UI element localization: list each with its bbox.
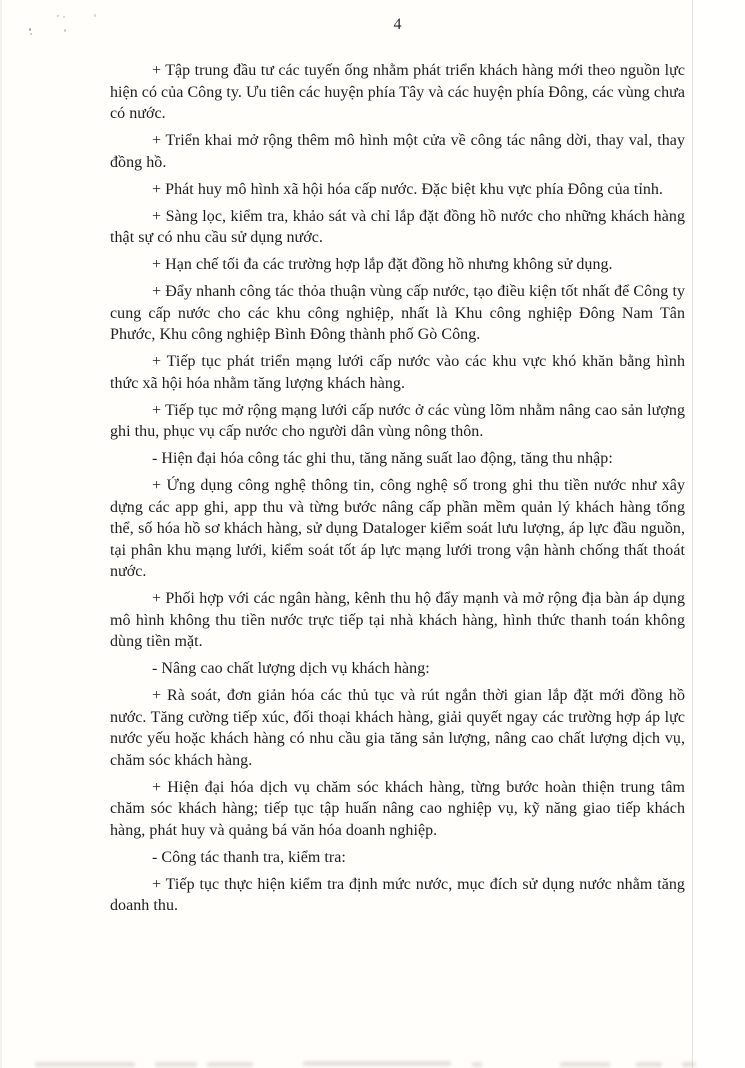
scan-smudge (155, 1062, 197, 1067)
scan-smudge (560, 1062, 610, 1067)
paragraph: + Tiếp tục thực hiện kiểm tra định mức nước, mục đích sử dụng nước nhằm tăng doanh thu. (110, 875, 685, 914)
scan-edge-strip (693, 0, 745, 1068)
scan-edge-line (692, 0, 693, 1068)
scan-speck (57, 15, 59, 17)
paragraph: - Công tác thanh tra, kiểm tra: (152, 848, 346, 866)
scan-smudge (303, 1061, 451, 1066)
page-number: 4 (393, 16, 402, 33)
scan-smudge (636, 1062, 662, 1067)
scan-smudge (207, 1062, 253, 1067)
scan-speck (64, 29, 66, 32)
scan-speck (63, 16, 65, 18)
scan-speck (94, 14, 96, 17)
paragraph: + Ứng dụng công nghệ thông tin, công nghệ số trong ghi thu tiền nước như xây dựng các app ghi, app thu và từng bước nâng cấp phần mềm quản lý khách hàng tổng thể, số hóa hồ sơ khách hàng, sử dụng Dataloger kiểm soát lưu lượng, áp lực đầu nguồn, tại phân khu mạng lưới, kiểm soát tốt áp lực mạng lưới trong vận hành chống thất thoát nước. (110, 477, 685, 580)
paragraph: + Phối hợp với các ngân hàng, kênh thu hộ đẩy mạnh và mở rộng địa bàn áp dụng mô hình không thu tiền nước trực tiếp tại nhà khách hàng, hình thức thanh toán không dùng tiền mặt. (110, 590, 685, 650)
paragraph: + Tập trung đầu tư các tuyến ống nhằm phát triển khách hàng mới theo nguồn lực hiện có của Công ty. Ưu tiên các huyện phía Tây và các huyện phía Đông, các vùng chưa có nước. (110, 62, 685, 122)
scan-smudge (682, 1062, 696, 1067)
scan-speck (30, 33, 32, 35)
paragraph: + Tiếp tục phát triển mạng lưới cấp nước vào các khu vực khó khăn bằng hình thức xã hội hóa nhằm tăng lượng khách hàng. (110, 353, 685, 392)
paragraph: + Rà soát, đơn giản hóa các thủ tục và rút ngắn thời gian lắp đặt mới đồng hồ nước. Tăng cường tiếp xúc, đối thoại khách hàng, giải quyết ngay các trường hợp áp lực nước yếu hoặc khách hàng có nhu cầu gia tăng sản lượng, nâng cao chất lượng dịch vụ, chăm sóc khách hàng. (110, 687, 685, 769)
scan-smudge (35, 1062, 135, 1067)
scan-speck (29, 28, 31, 31)
document-body (110, 60, 685, 917)
paragraph: + Phát huy mô hình xã hội hóa cấp nước. Đặc biệt khu vực phía Đông của tỉnh. (152, 180, 663, 198)
paragraph: - Nâng cao chất lượng dịch vụ khách hàng: (152, 660, 430, 677)
paragraph: + Đẩy nhanh công tác thỏa thuận vùng cấp nước, tạo điều kiện tốt nhất để Công ty cung cấp nước cho các khu công nghiệp, nhất là Khu công nghiệp Đông Nam Tân Phước, Khu công nghiệp Bình Đông thành phố Gò Công. (110, 283, 685, 343)
paragraph: + Tiếp tục mở rộng mạng lưới cấp nước ở các vùng lõm nhằm nâng cao sản lượng ghi thu, phục vụ cấp nước cho người dân vùng nông thôn. (110, 401, 685, 440)
scan-smudge (472, 1062, 482, 1067)
paragraph: + Triển khai mở rộng thêm mô hình một cửa về công tác nâng dời, thay val, thay đồng hồ. (110, 132, 685, 171)
paragraph: + Hạn chế tối đa các trường hợp lắp đặt đồng hồ nhưng không sử dụng. (152, 256, 613, 273)
paragraph: - Hiện đại hóa công tác ghi thu, tăng năng suất lao động, tăng thu nhập: (152, 450, 613, 467)
paragraph: + Hiện đại hóa dịch vụ chăm sóc khách hàng, từng bước hoàn thiện trung tâm chăm sóc khách hàng; tiếp tục tập huấn nâng cao nghiệp vụ, kỹ năng giao tiếp khách hàng, phát huy và quảng bá văn hóa doanh nghiệp. (110, 778, 685, 839)
scan-left-edge (0, 0, 2, 1068)
paragraph: + Sàng lọc, kiểm tra, khảo sát và chỉ lắp đặt đồng hồ nước cho những khách hàng thật sự có nhu cầu sử dụng nước. (110, 207, 685, 246)
